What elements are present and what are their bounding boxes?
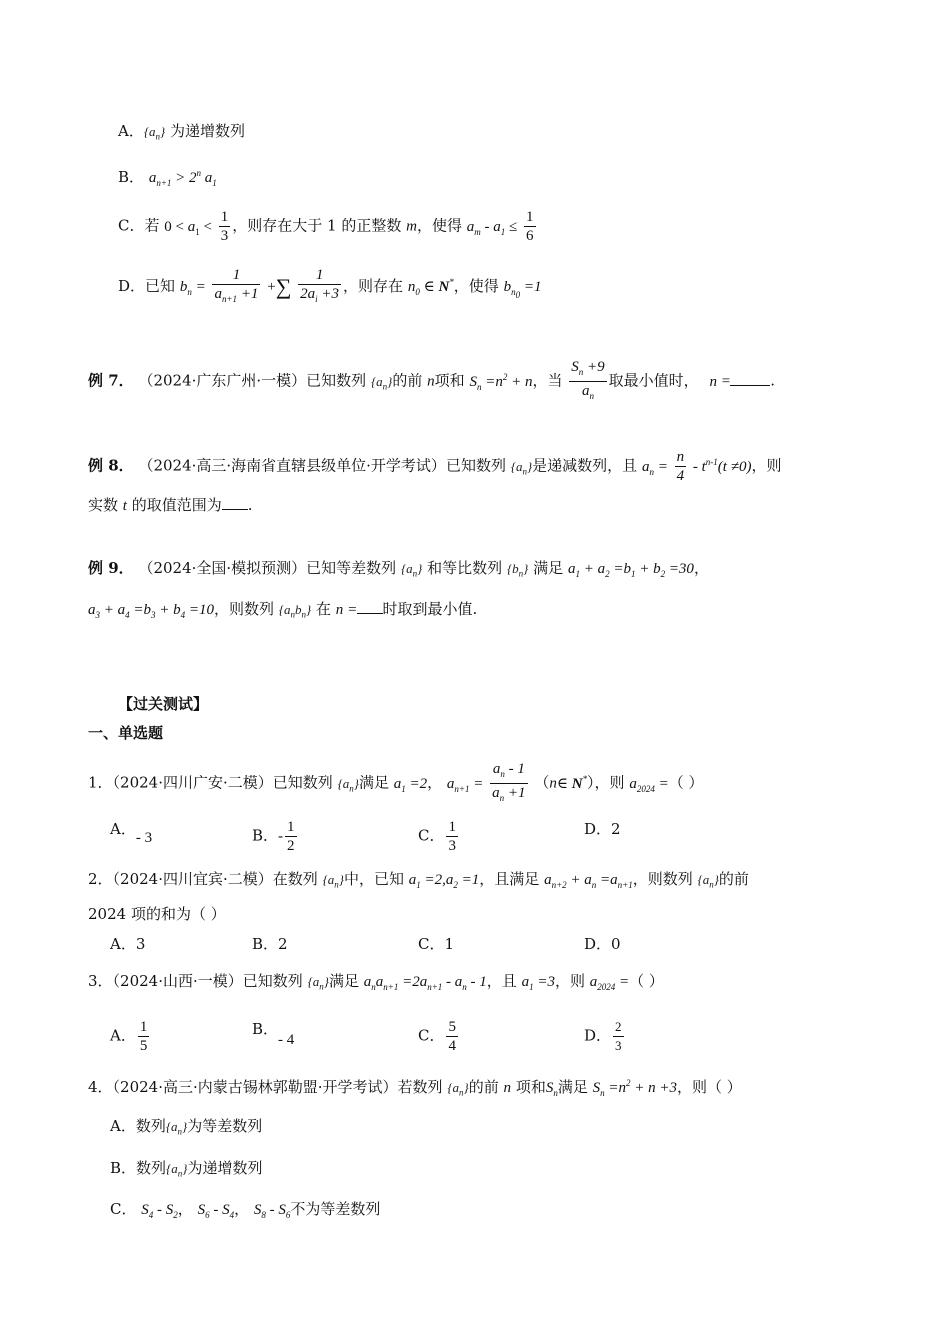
math-seq-a: $\{a_n\}$ [370, 373, 393, 392]
math-fraction: $\frac{1}{2}$ [287, 819, 295, 854]
math-expr: $a_{n+1} > 2^n$ $a_1$ [148, 168, 217, 188]
math-expr: $n_0$ ∈ N* [407, 277, 454, 297]
question-1: 1．（2024·四川广安·二模）已知数列 $\{a_n\}$满足 $a_1 =2$， $a_{n+1}$ = $\frac{a_n - 1}{a_n +1}$ （n∈ N*），则 $a_{2024}$ =（ ） [88, 760, 703, 807]
math-seq-ab: $\{a_nb_n\}$ [278, 602, 312, 620]
q1-option-a[interactable]: A．- 3 [110, 820, 153, 846]
answer-blank [222, 495, 248, 510]
math-fraction: $\frac{1}{5}$ [139, 1019, 148, 1054]
math-fraction: $\frac{1}{6}$ [526, 209, 534, 244]
answer-blank [357, 599, 383, 614]
q4-option-b[interactable]: B．数列$\{a_n\}$为递增数列 [110, 1159, 263, 1179]
math-expr: $a_na_{n+1} =2a_{n+1} - a_n - 1$ [363, 974, 487, 992]
math-seq-a: $\{a_n\}$ [337, 775, 359, 794]
example-8: 例 8． （2024·高三·海南省直辖县级单位·开学考试）已知数列 $\{a_n\}$是递减数列，且 $a_n$ = $\frac{n}{4}$ - $t^{n-1}(t \ne 0)$，则 [88, 449, 782, 484]
math-expr: $a_{n+1}$ = [446, 775, 484, 794]
q2-option-c[interactable]: C．1 [418, 935, 455, 953]
prev-option-b: B． $a_{n+1} > 2^n$ $a_1$ [118, 168, 217, 188]
prev-option-c: C．若 $0 < a_1$ < $\frac{1}{3}$ ，则存在大于 1 的正整数 m，使得 $a_m - a_1$ ≤ $\frac{1}{6}$ [118, 209, 534, 244]
section-title: 【过关测试】 [118, 695, 209, 713]
math-expr: $b_n$ = [179, 279, 206, 297]
q4-option-c[interactable]: C． $S_4 - S_2$， $S_6 - S_4$， $S_8 - S_6$不为等差数列 [110, 1200, 381, 1220]
section-subtitle: 一、单选题 [88, 724, 164, 742]
math-fraction: $\frac{1}{2a_i +3}$ [300, 267, 340, 304]
q3-option-a[interactable]: A． $\frac{1}{5}$ [110, 1019, 148, 1054]
q3-option-d[interactable]: D． $\frac{2}{3}$ [584, 1019, 622, 1053]
q2-option-b[interactable]: B．2 [252, 935, 288, 953]
example-7: 例 7． （2024·广东广州·一模）已知数列 $\{a_n\}$的前 n项和 $S_n =n^2 + n$，当 $\frac{S_n +9}{a_n}$ 取最小值时， n = . [88, 358, 775, 405]
math-expr: n∈ N* [549, 773, 588, 792]
math-expr: $a_{n+2} + a_n =a_{n+1}$ [544, 872, 633, 890]
prev-option-a: A．$\{a_n\}$ 为递增数列 [118, 122, 246, 142]
math-seq-a: $\{a_n\}$ [143, 124, 166, 142]
example-8-line2: 实数 t 的取值范围为 . [88, 496, 253, 514]
sigma-symbol: ∑ [275, 274, 292, 299]
math-fraction: $\frac{1}{a_{n+1} +1}$ [214, 267, 259, 304]
math-expr: $b_{n_0} =1$ [503, 279, 542, 300]
math-seq-a: $\{a_n\}$ [447, 1080, 469, 1098]
question-2: 2．（2024·四川宜宾·二模）在数列 $\{a_n\}$中，已知 $a_1 =2,a_2 =1$，且满足 $a_{n+2} + a_n =a_{n+1}$，则数列 $\{a_n\}$的前 [88, 870, 749, 890]
math-fraction: $\frac{S_n +9}{a_n}$ [571, 359, 605, 401]
math-expr: $a_n$ = [641, 458, 668, 477]
math-seq-a: $\{a_n\}$ [166, 1161, 188, 1179]
math-expr: $S_n =n^2 + n$ [469, 371, 533, 392]
math-seq-b: $\{b_n\}$ [506, 561, 529, 579]
prev-option-d: D．已知 $b_n$ = $\frac{1}{a_{n+1} +1}$ +∑ $\frac{1}{2a_i +3}$ ，则存在 $n_0$ ∈ N*，使得 $b_{n_0} =1$ [118, 266, 541, 308]
example-9: 例 9． （2024·全国·模拟预测）已知等差数列 $\{a_n\}$ 和等比数列 $\{b_n\}$ 满足 $a_1 + a_2 =b_1 + b_2 =30$， [88, 559, 709, 579]
question-3: 3．（2024·山西·一模）已知数列 $\{a_n\}$满足 $a_na_{n+1} =2a_{n+1} - a_n - 1$，且 $a_1 =3$，则 $a_{2024}$ =（ ） [88, 972, 664, 992]
math-seq-a: $\{a_n\}$ [322, 872, 344, 890]
math-fraction: $\frac{5}{4}$ [448, 1019, 456, 1054]
math-expr: $a_m - a_1$ ≤ [466, 218, 518, 237]
q2-option-d[interactable]: D．0 [584, 935, 621, 953]
math-expr: $a_1 =2,a_2 =1$ [408, 872, 480, 890]
math-fraction: $\frac{1}{3}$ [448, 819, 456, 854]
math-expr: $S_4 - S_2$ [141, 1202, 178, 1220]
q3-option-c[interactable]: C． $\frac{5}{4}$ [418, 1019, 456, 1054]
math-fraction: $\frac{n}{4}$ [676, 449, 685, 484]
math-seq-a: $\{a_n\}$ [510, 458, 533, 477]
math-expr: - $t^{n-1}(t \ne 0)$ [692, 456, 752, 475]
q1-option-c[interactable]: C． $\frac{1}{3}$ [418, 819, 456, 854]
math-fraction: $\frac{1}{3}$ [220, 209, 229, 244]
math-fraction: $\frac{a_n - 1}{a_n +1}$ [492, 761, 526, 803]
math-expr: $S_n =n^2 + n +3$ [592, 1078, 677, 1098]
question-4: 4．（2024·高三·内蒙古锡林郭勒盟·开学考试）若数列 $\{a_n\}$的前 n 项和$S_n$满足 $S_n =n^2 + n +3$，则（ ） [88, 1078, 742, 1098]
math-fraction: $\frac{2}{3}$ [615, 1019, 622, 1053]
math-expr: $a_{2024}$ = [589, 974, 630, 992]
math-var: m [406, 218, 417, 235]
q3-option-b[interactable]: B．- 4 [252, 1020, 295, 1048]
math-expr: $a_3 + a_4 =b_3 + b_4 =10$ [88, 602, 214, 620]
math-expr: $S_6 - S_4$ [197, 1202, 235, 1220]
math-expr: $a_1 + a_2 =b_1 + b_2 =30$ [567, 561, 694, 579]
example-9-line2: $a_3 + a_4 =b_3 + b_4 =10$，则数列 $\{a_nb_n\}$ 在 n = 时取到最小值. [88, 600, 478, 620]
q1-option-b[interactable]: B．- $\frac{1}{2}$ [252, 819, 295, 854]
math-seq-a: $\{a_n\}$ [697, 872, 719, 890]
math-expr: $a_1 =3$ [521, 974, 555, 992]
question-2-line2: 2024 项的和为（ ） [88, 905, 226, 923]
math-seq-a: $\{a_n\}$ [400, 561, 423, 579]
math-expr: $a_{2024}$ = [629, 775, 669, 794]
answer-blank [730, 371, 770, 386]
math-expr: $0 < a_1$ < [164, 218, 212, 237]
q4-option-a[interactable]: A．数列$\{a_n\}$为等差数列 [110, 1117, 263, 1137]
math-seq-a: $\{a_n\}$ [307, 974, 329, 992]
math-expr: $a_1 =2$ [393, 775, 428, 794]
q1-option-d[interactable]: D．2 [584, 820, 621, 838]
math-expr: $S_8 - S_6$ [253, 1202, 291, 1220]
math-seq-a: $\{a_n\}$ [165, 1119, 188, 1137]
q2-option-a[interactable]: A．3 [110, 935, 146, 953]
